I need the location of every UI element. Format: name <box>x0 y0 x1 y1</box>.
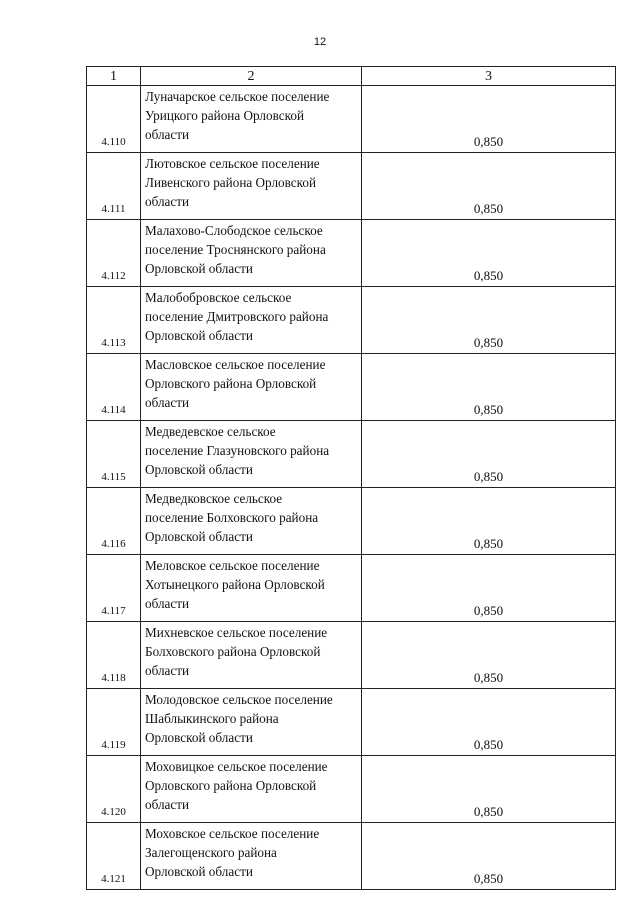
row-number: 4.116 <box>87 488 141 555</box>
header-col-2: 2 <box>141 67 362 86</box>
coefficient-value: 0,850 <box>362 287 616 354</box>
table-row <box>87 488 616 555</box>
table-row <box>87 823 616 890</box>
table-row <box>87 153 616 220</box>
coefficient-value: 0,850 <box>362 756 616 823</box>
table-row <box>87 421 616 488</box>
row-number: 4.110 <box>87 86 141 153</box>
row-number: 4.113 <box>87 287 141 354</box>
table-row <box>87 756 616 823</box>
row-number: 4.118 <box>87 622 141 689</box>
coefficient-value: 0,850 <box>362 689 616 756</box>
table-row <box>87 86 616 153</box>
settlement-name: Луначарское сельское поселение Урицкого района Орловской области <box>141 86 362 153</box>
row-number: 4.117 <box>87 555 141 622</box>
coefficient-value: 0,850 <box>362 86 616 153</box>
row-number: 4.121 <box>87 823 141 890</box>
coefficient-value: 0,850 <box>362 823 616 890</box>
settlement-name: Моховицкое сельское поселение Орловского района Орловской области <box>141 756 362 823</box>
settlement-name: Молодовское сельское поселение Шаблыкинского района Орловской области <box>141 689 362 756</box>
coefficient-value: 0,850 <box>362 488 616 555</box>
row-number: 4.115 <box>87 421 141 488</box>
table-row <box>87 220 616 287</box>
coefficient-value: 0,850 <box>362 153 616 220</box>
settlement-name: Медведевское сельское поселение Глазуновского района Орловской области <box>141 421 362 488</box>
table-row <box>87 622 616 689</box>
settlement-name: Малобобровское сельское поселение Дмитровского района Орловской области <box>141 287 362 354</box>
table-row <box>87 354 616 421</box>
page-number: 12 <box>313 36 327 48</box>
coefficient-value: 0,850 <box>362 220 616 287</box>
header-col-1: 1 <box>87 67 141 86</box>
settlement-name: Масловское сельское поселение Орловского района Орловской области <box>141 354 362 421</box>
coefficient-value: 0,850 <box>362 421 616 488</box>
settlement-name: Малахово-Слободское сельское поселение Троснянского района Орловской области <box>141 220 362 287</box>
table-header-row <box>87 67 616 86</box>
settlement-name: Михневское сельское поселение Болховского района Орловской области <box>141 622 362 689</box>
settlement-name: Лютовское сельское поселение Ливенского района Орловской области <box>141 153 362 220</box>
row-number: 4.111 <box>87 153 141 220</box>
coefficient-value: 0,850 <box>362 354 616 421</box>
row-number: 4.114 <box>87 354 141 421</box>
table-row <box>87 555 616 622</box>
header-col-3: 3 <box>362 67 616 86</box>
settlements-table <box>86 66 616 890</box>
row-number: 4.112 <box>87 220 141 287</box>
row-number: 4.120 <box>87 756 141 823</box>
settlement-name: Медведковское сельское поселение Болховского района Орловской области <box>141 488 362 555</box>
coefficient-value: 0,850 <box>362 622 616 689</box>
coefficient-value: 0,850 <box>362 555 616 622</box>
settlement-name: Меловское сельское поселение Хотынецкого района Орловской области <box>141 555 362 622</box>
table-row <box>87 287 616 354</box>
settlement-name: Моховское сельское поселение Залегощенского района Орловской области <box>141 823 362 890</box>
table-row <box>87 689 616 756</box>
row-number: 4.119 <box>87 689 141 756</box>
